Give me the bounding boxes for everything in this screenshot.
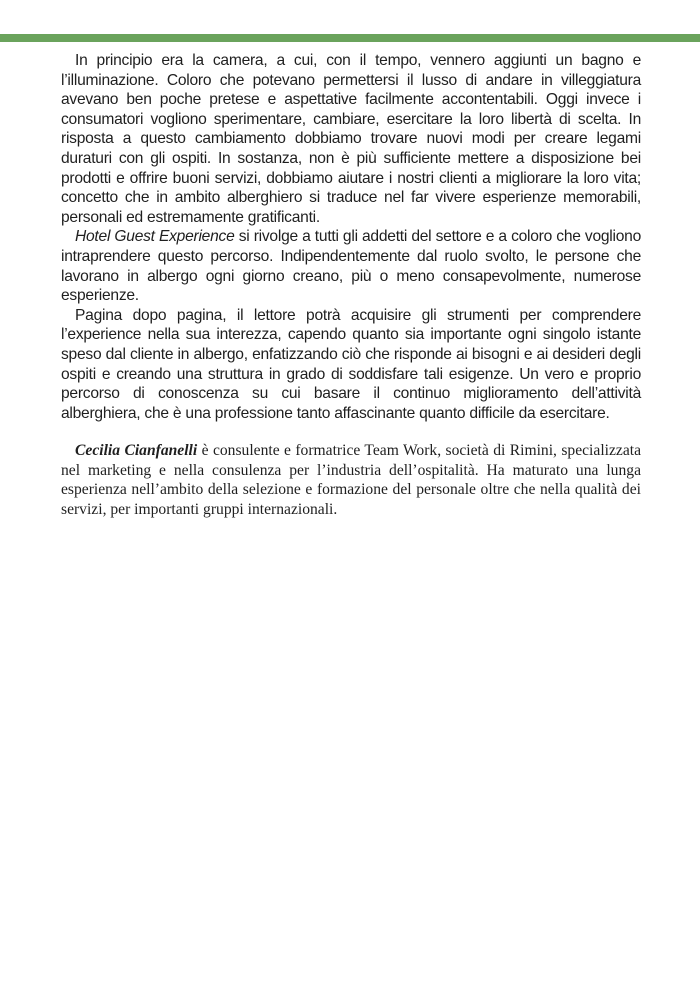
author-bio-text: è consulente e formatrice Team Work, società di Rimini, specializzata nel marketing e nella consulenza per l’industria dell’ospitalità. Ha maturato una lunga esperienza nell’ambito della selezione e formazione del personale oltre che nella qualità dei servizi, per importanti gruppi internazionali. <box>61 442 641 519</box>
author-name: Cecilia Cianfanelli <box>75 442 198 460</box>
paragraph-3: Pagina dopo pagina, il lettore potrà acquisire gli strumenti per comprendere l’experience nella sua interezza, capendo quanto sia importante ogni singolo istante speso dal cliente in albergo, enfatizzando ciò che risponde ai bisogni e ai desideri degli ospiti e creando una struttura in grado di soddisfare tali esigenze. Un vero e proprio percorso di conoscenza su cui basare il continuo miglioramento dell’attività alberghiera, che è una professione tanto affascinante quanto difficile da esercitare. <box>61 306 641 422</box>
paragraph-1: In principio era la camera, a cui, con il tempo, vennero aggiunti un bagno e l’illuminazione. Coloro che potevano permettersi il lusso di andare in villeggiatura avevano ben poche pretese e aspettative facilmente accontentabili. Oggi invece i consumatori vogliono sperimentare, cambiare, esercitare la loro libertà di scelta. In risposta a questo cambiamento dobbiamo trovare nuovi modi per creare legami duraturi con gli ospiti. In sostanza, non è più sufficiente mettere a disposizione bei prodotti e offrire buoni servizi, dobbiamo aiutare i nostri clienti a migliorare la loro vita; concetto che in ambito alberghiero si traduce nel far vivere esperienze memorabili, personali ed estremamente gratificanti. <box>61 52 641 226</box>
paragraph-2-text: si rivolge a tutti gli addetti del settore e a coloro che vogliono intraprendere questo percorso. Indipendentemente dal ruolo svolto, le persone che lavorano in albergo ogni giorno creano, più o meno consapevolmente, numerose esperienze. <box>61 228 642 305</box>
author-bio <box>61 441 641 519</box>
back-cover-text <box>61 51 641 520</box>
top-green-rule <box>0 34 700 42</box>
paragraph-2 <box>61 227 641 305</box>
description <box>61 51 641 423</box>
book-title: Hotel Guest Experience <box>75 228 235 246</box>
